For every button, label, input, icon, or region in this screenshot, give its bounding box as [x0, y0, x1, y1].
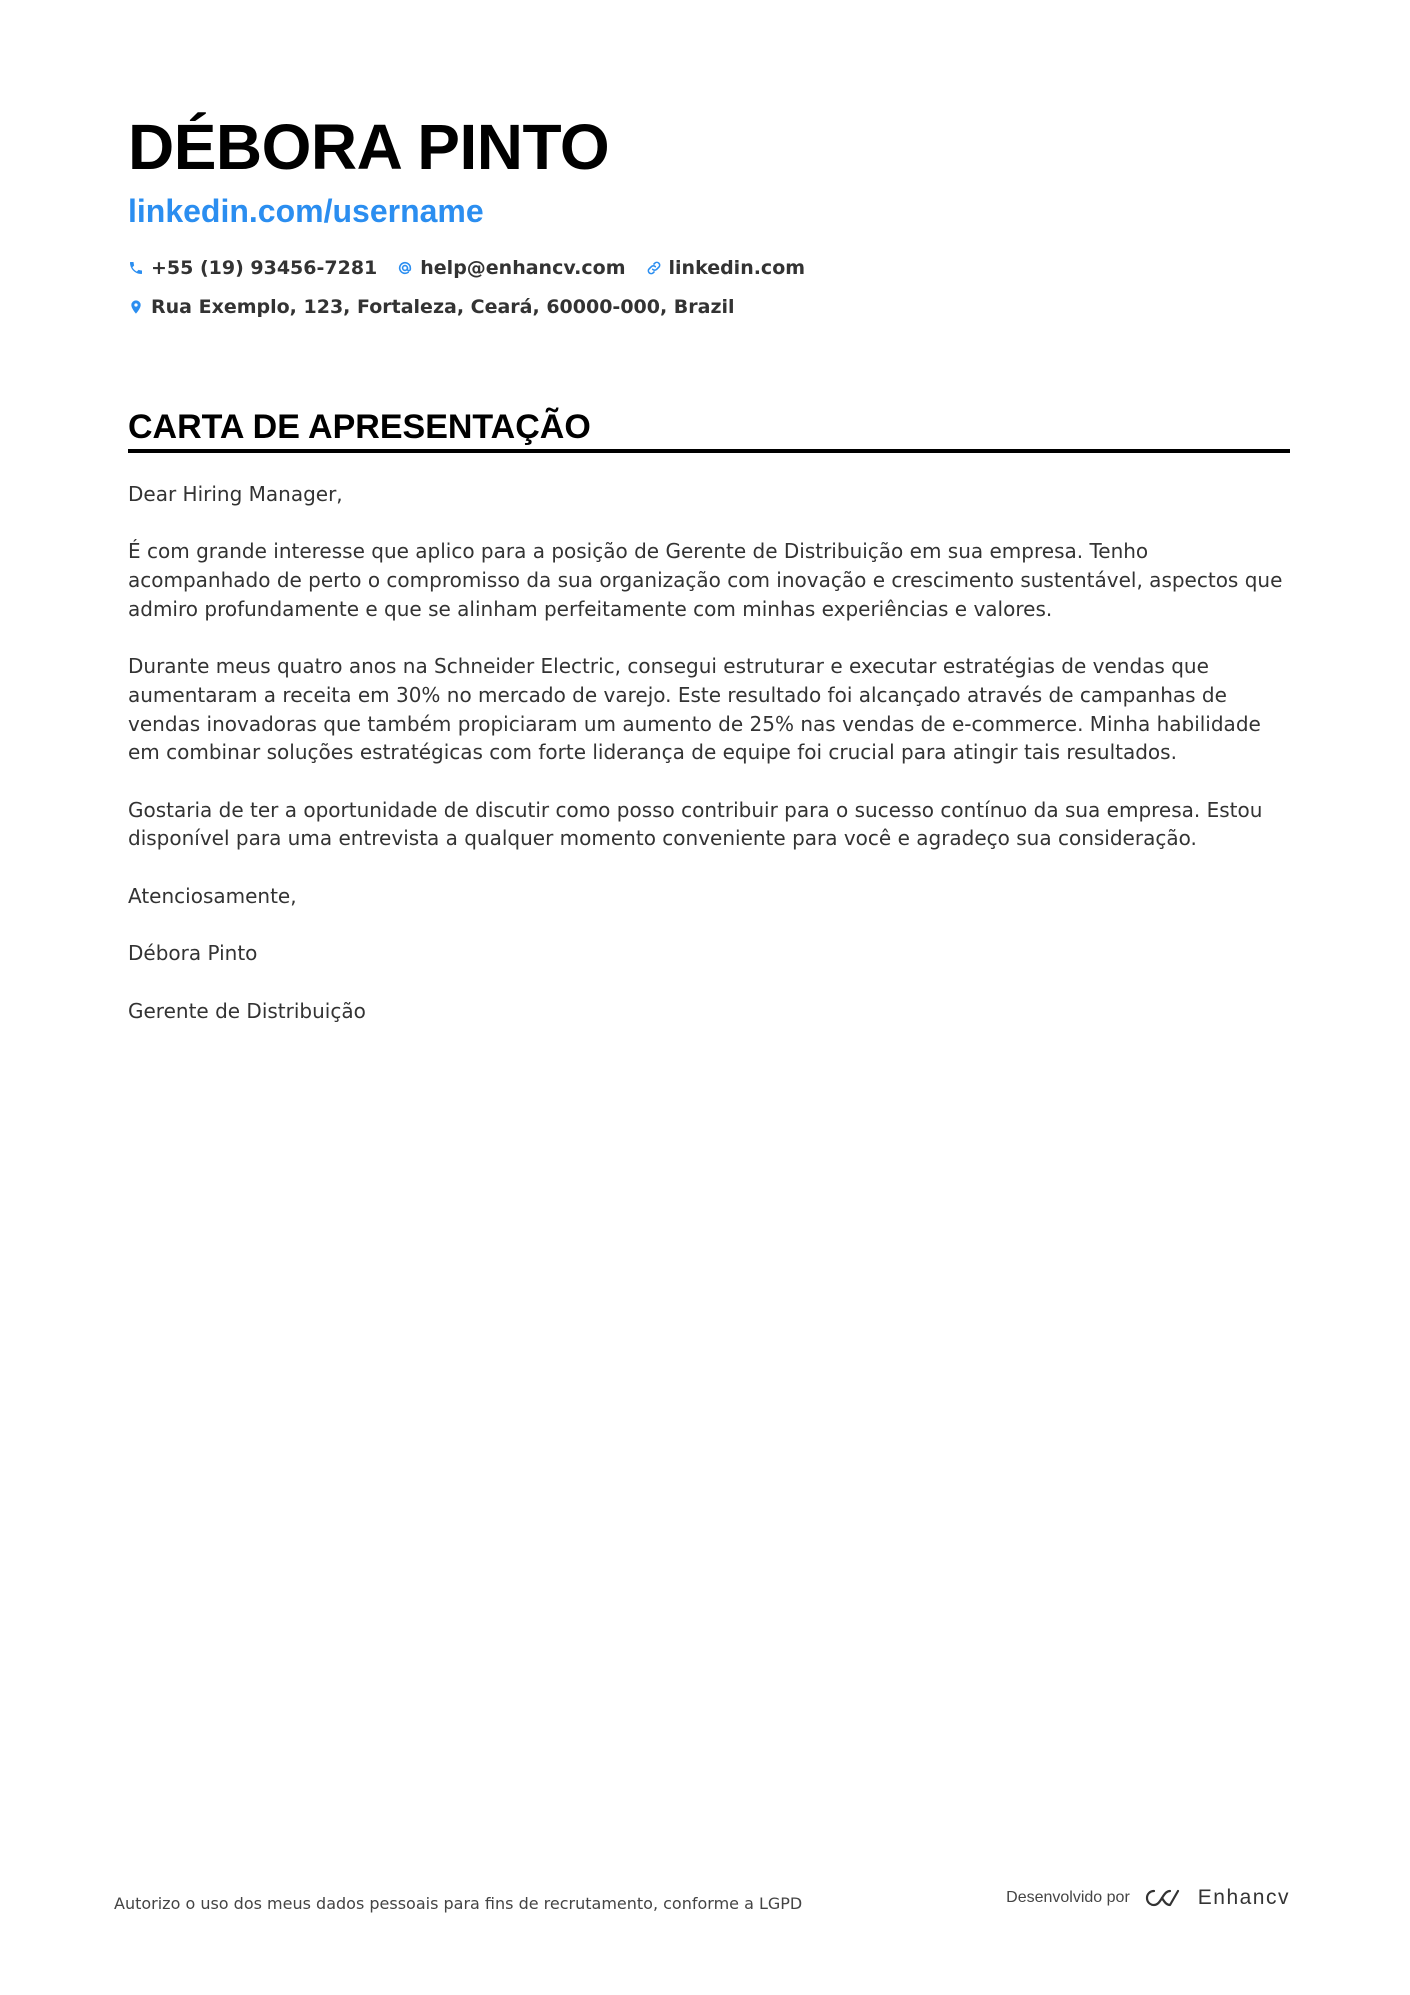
letter-salutation: Dear Hiring Manager,: [128, 482, 343, 506]
contact-email[interactable]: [397, 257, 625, 279]
contact-phone[interactable]: [128, 257, 377, 279]
address-text: Rua Exemplo, 123, Fortaleza, Ceará, 60000-000, Brazil: [151, 296, 735, 318]
letter-paragraph: Durante meus quatro anos na Schneider Electric, consegui estruturar e executar estratégias de vendas que aumentaram a receita em 30% no mercado de varejo. Este resultado foi alcançado através de campanhas de vendas inovadoras que também propiciaram um aumento de 25% nas vendas de e-commerce. Minha habilidade em combinar soluções estratégicas com forte liderança de equipe foi crucial para atingir tais resultados.: [128, 654, 1261, 765]
letter-paragraph: Gostaria de ter a oportunidade de discutir como posso contribuir para o sucesso contínuo da sua empresa. Estou disponível para uma entrevista a qualquer momento conveniente para você e agradeço sua consideração.: [128, 797, 1263, 851]
phone-number: +55 (19) 93456-7281: [151, 257, 378, 279]
contact-row-address: [128, 293, 755, 321]
phone-icon: [128, 260, 144, 276]
contact-linkedin[interactable]: [646, 257, 806, 279]
location-pin-icon: [128, 299, 144, 315]
email-address: help@enhancv.com: [420, 257, 626, 279]
letter-body: [128, 480, 1290, 1054]
lgpd-consent-note: Autorizo o uso dos meus dados pessoais para fins de recrutamento, conforme a LGPD: [114, 1894, 803, 1913]
powered-by-label: Desenvolvido por: [1006, 1889, 1130, 1906]
profile-link-subtitle[interactable]: linkedin.com/username: [128, 193, 484, 229]
letter-signature-name: Débora Pinto: [128, 941, 258, 966]
powered-by-badge[interactable]: [1006, 1886, 1290, 1910]
section-divider: [128, 449, 1290, 453]
brand-name: Enhancv: [1197, 1886, 1290, 1909]
linkedin-text: linkedin.com: [668, 257, 806, 279]
contact-row-primary: [128, 254, 825, 282]
at-icon: [397, 260, 413, 276]
enhancv-logo-icon: [1142, 1886, 1188, 1910]
candidate-name: DÉBORA PINTO: [128, 111, 610, 183]
contact-address: [128, 296, 735, 318]
letter-closing: Atenciosamente,: [128, 883, 297, 908]
letter-paragraph: É com grande interesse que aplico para a posição de Gerente de Distribuição em sua empresa. Tenho acompanhado de perto o compromisso da sua organização com inovação e crescimento sustentável, aspectos que admiro profundamente e que se alinham perfeitamente com minhas experiências e valores.: [128, 539, 1283, 621]
letter-signature-title: Gerente de Distribuição: [128, 998, 366, 1023]
section-title: CARTA DE APRESENTAÇÃO: [128, 408, 591, 446]
link-icon: [646, 260, 662, 276]
